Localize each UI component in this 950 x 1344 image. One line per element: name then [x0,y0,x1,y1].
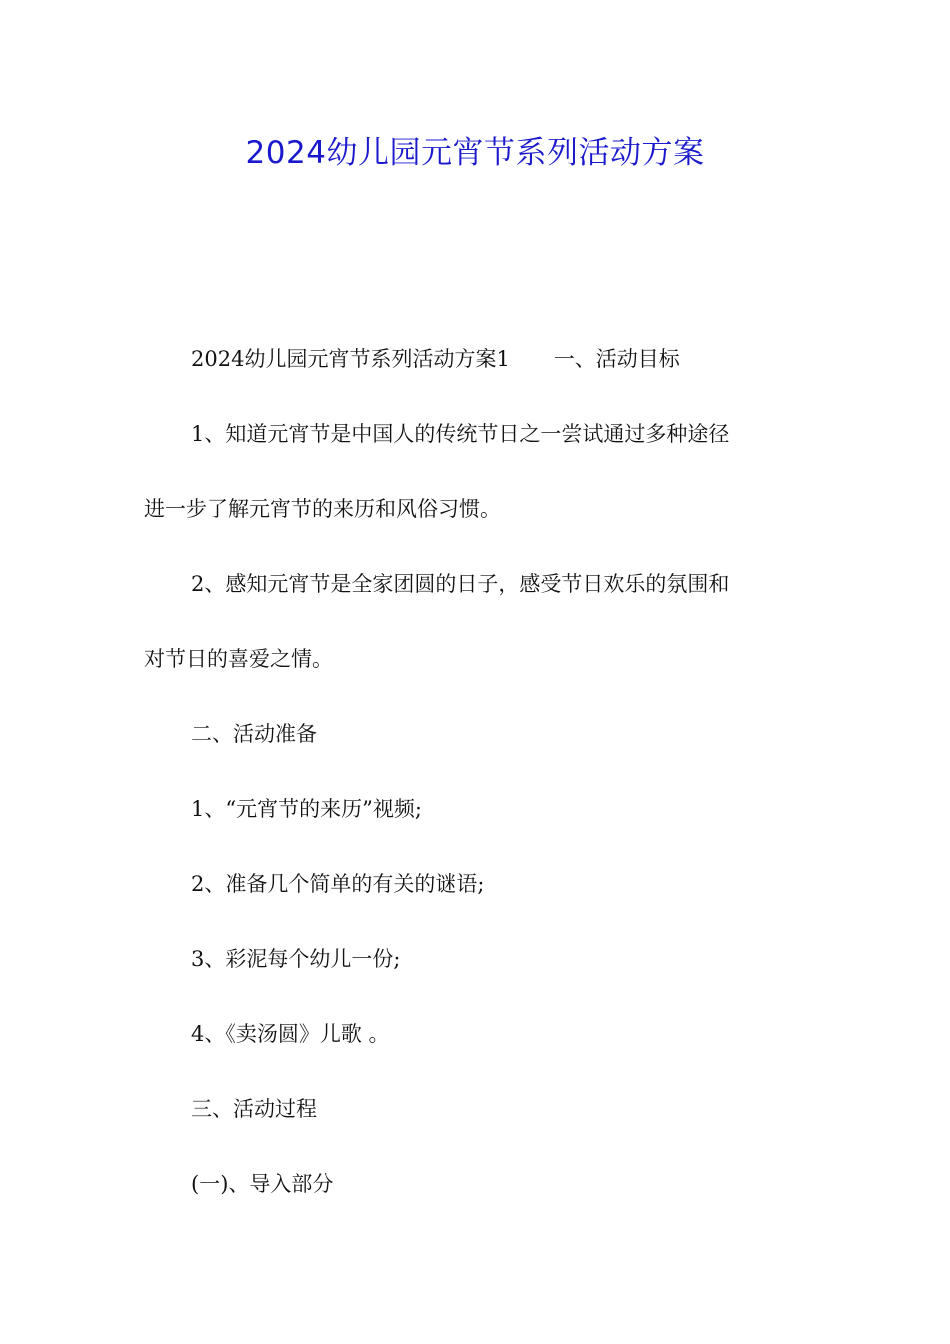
paragraph-goal-1-cont: 进一步了解元宵节的来历和风俗习惯。 [144,497,501,521]
paragraph-heading-line [191,341,871,377]
paragraph-prep-1: 1、“元宵节的来历”视频; [191,797,422,821]
paragraph-prep-2: 2、准备几个简单的有关的谜语; [191,872,485,896]
section-heading-process: 三、活动过程 [191,1097,317,1121]
paragraph-goal-2: 2、感知元宵节是全家团圆的日子，感受节日欢乐的氛围和 [191,572,730,596]
section-heading-goals: 一、活动目标 [553,347,680,371]
section-heading-preparation: 二、活动准备 [191,722,317,746]
paragraph-goal-2-cont: 对节日的喜爱之情。 [144,647,333,671]
subsection-heading-intro: (一)、导入部分 [191,1172,334,1196]
plan-subtitle: 2024幼儿园元宵节系列活动方案1 [191,347,510,371]
paragraph-goal-1: 1、知道元宵节是中国人的传统节日之一尝试通过多种途径 [191,422,730,446]
paragraph-prep-4: 4、《卖汤圆》儿歌 。 [191,1022,390,1046]
paragraph-prep-3: 3、彩泥每个幼儿一份; [191,947,401,971]
document-title: 2024幼儿园元宵节系列活动方案 [245,135,705,171]
